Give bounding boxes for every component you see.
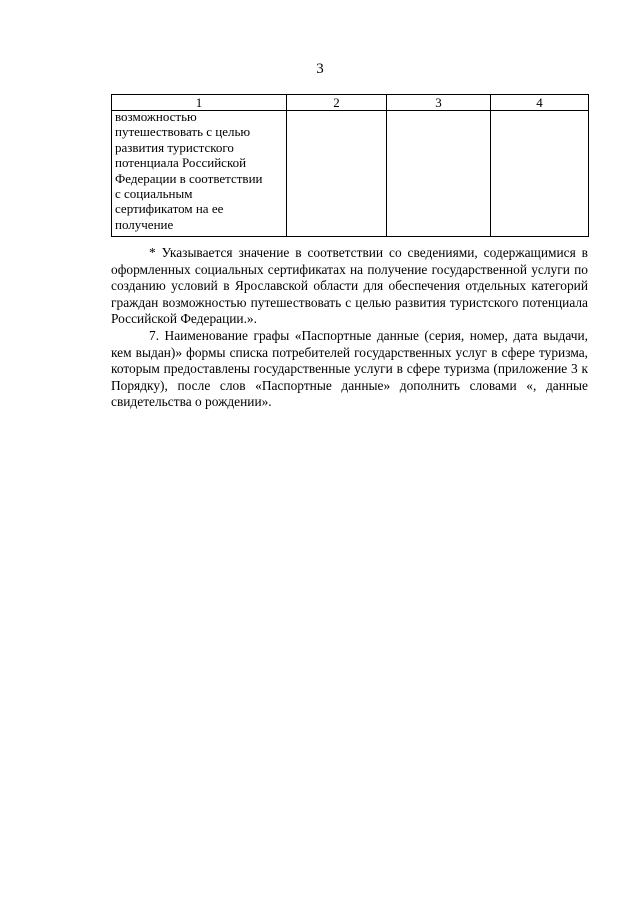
footnote-paragraph: * Указывается значение в соответствии со сведениями, содержащимися в оформленных социальных сертификатах на получение государственной услуги по созданию условий в Ярославской области для обеспечения отдельных категорий граждан возможностью путешествовать с целью развития туристского потенциала Российской Федерации.». xyxy=(111,245,588,327)
table-header-cell: 2 xyxy=(287,95,387,111)
data-table xyxy=(111,94,589,237)
cell-text-line: получение xyxy=(115,216,174,232)
body-text xyxy=(111,245,588,411)
cell-text-line: потенциала Российской xyxy=(115,155,247,171)
table-cell-empty xyxy=(287,111,387,237)
table-cell-empty xyxy=(491,111,589,237)
page-number: 3 xyxy=(316,61,324,77)
table-header-cell: 3 xyxy=(387,95,491,111)
table-header-cell: 1 xyxy=(112,95,287,111)
cell-text-line: сертификатом на ее xyxy=(115,201,224,217)
cell-text-line: возможностью xyxy=(115,109,197,124)
paragraph-7: 7. Наименование графы «Паспортные данные (серия, номер, дата выдачи, кем выдан)» формы списка потребителей государственных услуг в сфере туризма, которым предоставлены государственные услуги в сфере туризма (приложение 3 к Порядку), после слов «Паспортные данные» дополнить словами «, данные свидетельства о рождении». xyxy=(111,327,588,410)
cell-text-line: развития туристского xyxy=(115,139,234,155)
cell-text-line: Федерации в соответствии xyxy=(115,170,263,186)
table-cell-empty xyxy=(387,111,491,237)
table-row xyxy=(112,111,589,237)
cell-text-line: путешествовать с целью xyxy=(115,124,251,140)
table-cell-description xyxy=(112,111,287,237)
cell-text-line: с социальным xyxy=(115,186,193,202)
table-header-cell: 4 xyxy=(491,95,589,111)
